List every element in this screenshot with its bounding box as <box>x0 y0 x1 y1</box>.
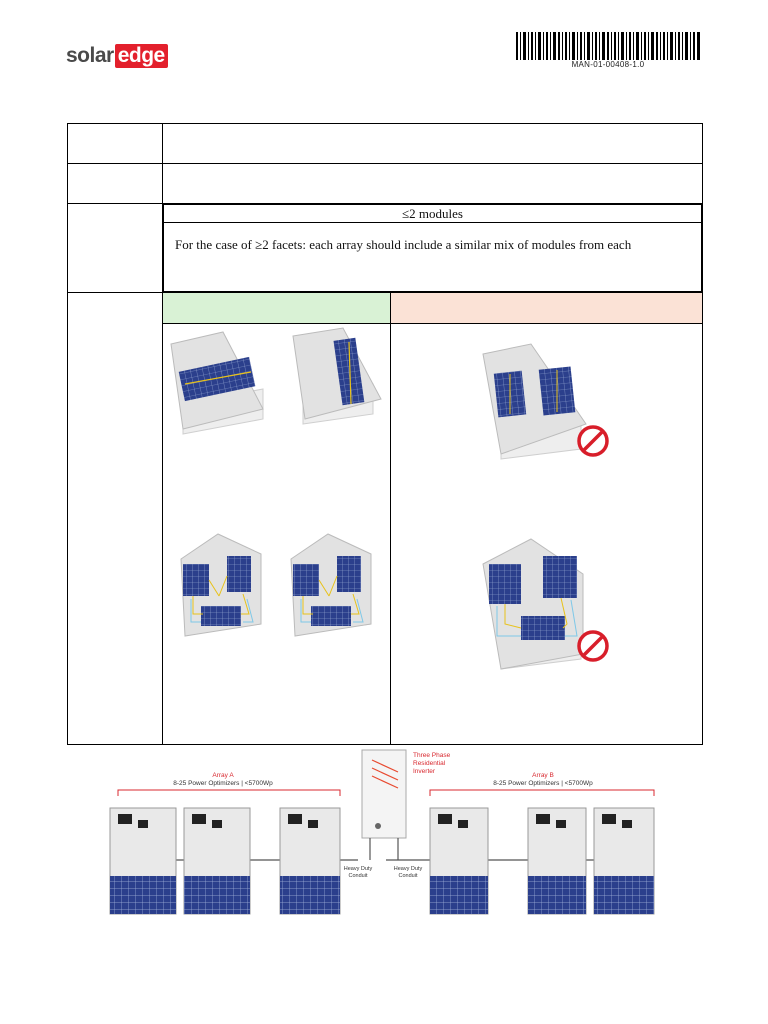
solar-panel <box>594 808 654 914</box>
table-row <box>68 293 703 324</box>
correct-examples-cell <box>163 324 391 745</box>
house-illustration-1 <box>171 332 263 434</box>
incorrect-header-cell <box>391 293 703 324</box>
house-illustration-2 <box>293 328 381 424</box>
table-cell <box>163 124 703 164</box>
house-illustration-4 <box>291 534 371 636</box>
table-cell <box>68 164 163 204</box>
spec-table <box>67 123 703 745</box>
solar-panel <box>184 808 250 914</box>
solar-panel <box>280 808 340 914</box>
array-b-label: Array B <box>532 772 554 779</box>
table-cell <box>68 124 163 164</box>
logo-edge-text: edge <box>115 44 168 68</box>
logo-solar-text: solar <box>66 44 114 67</box>
inverter-icon <box>362 750 406 860</box>
table-cell <box>163 164 703 204</box>
table-cell <box>163 204 703 293</box>
correct-roof-illustrations <box>163 324 391 744</box>
house-illustration-6 <box>483 539 583 669</box>
inverter-label: Three Phase Residential Inverter <box>413 752 451 775</box>
table-cell <box>68 293 163 745</box>
solar-panel <box>110 808 176 914</box>
three-phase-wiring-diagram <box>108 748 660 918</box>
table-row <box>68 204 703 293</box>
facets-rule-text: For the case of ≥2 facets: each array should include a similar mix of modules from each <box>164 223 702 292</box>
prohibited-icon <box>579 632 607 660</box>
solar-panel <box>430 808 488 914</box>
table-row <box>68 124 703 164</box>
solar-panel <box>528 808 586 914</box>
conduit-label-right: Heavy Duty Conduit <box>393 866 423 879</box>
array-a-label: Array A <box>212 772 234 779</box>
document-id: MAN-01-00408-1.0 <box>571 60 645 69</box>
array-a-detail: 8-25 Power Optimizers | <5700Wp <box>173 780 273 787</box>
solaredge-logo <box>66 44 168 68</box>
table-row <box>68 164 703 204</box>
barcode-icon <box>516 32 700 60</box>
conduit-label-left: Heavy Duty Conduit <box>343 866 373 879</box>
modules-limit-text: ≤2 modules <box>164 205 702 223</box>
correct-header-cell <box>163 293 391 324</box>
house-illustration-3 <box>181 534 261 636</box>
table-row <box>68 324 703 745</box>
prohibited-icon <box>579 427 607 455</box>
table-cell <box>68 204 163 293</box>
incorrect-examples-cell <box>391 324 703 745</box>
house-illustration-5 <box>483 344 586 459</box>
array-b-detail: 8-25 Power Optimizers | <5700Wp <box>493 780 593 787</box>
incorrect-roof-illustrations <box>391 324 703 744</box>
